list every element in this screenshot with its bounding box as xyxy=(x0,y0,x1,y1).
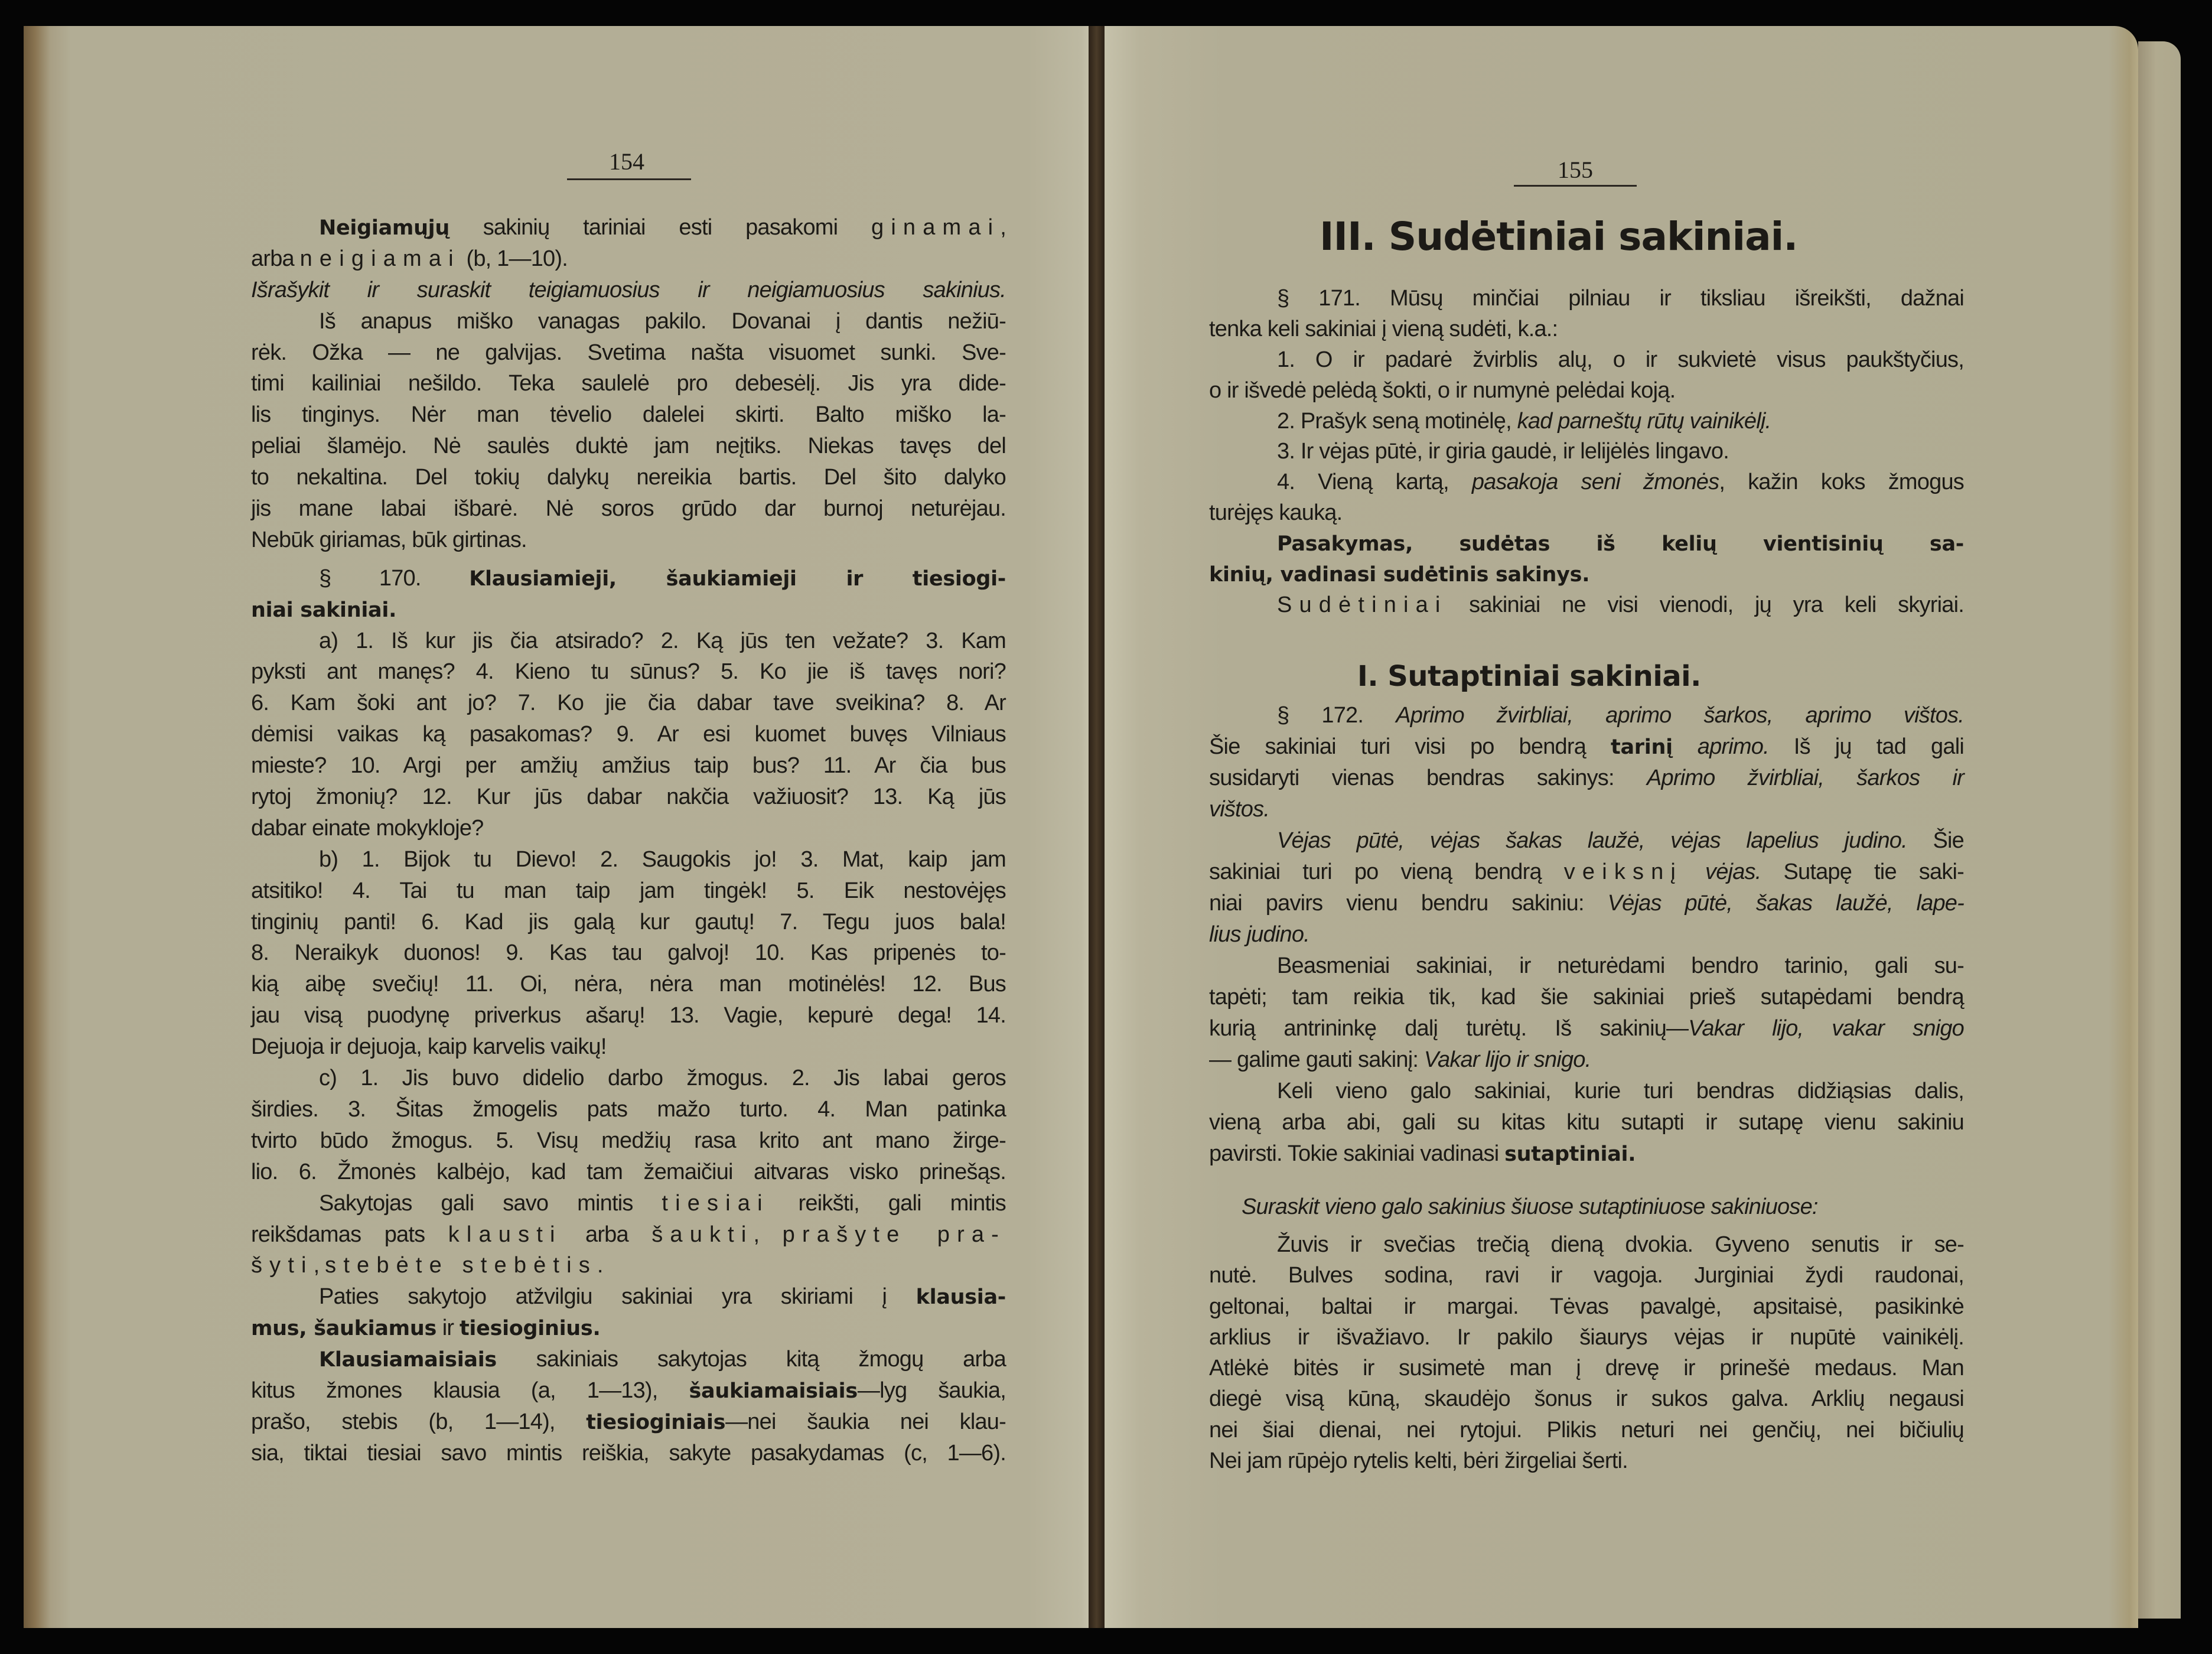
italic-text: kad parneštų rūtų vainikėlį. xyxy=(1517,408,1771,434)
text-line xyxy=(251,1157,1006,1188)
text-line xyxy=(251,1313,1006,1344)
spaced-emphasis: stebėte stebėtis. xyxy=(325,1253,611,1278)
text-line xyxy=(251,1031,1006,1063)
bold-term: tiesioginiais xyxy=(586,1410,726,1434)
text-run: pyksti ant manęs? 4. Kieno tu sūnus? 5. Ko jie iš tavęs nori? xyxy=(251,659,1006,685)
spaced-emphasis: Sudėtiniai xyxy=(1277,592,1448,617)
spaced-emphasis: veiksnį xyxy=(1563,859,1683,884)
chapter-title: III. Sudėtiniai sakiniai. xyxy=(1320,214,1798,259)
text-run: Nebūk giriamas, būk girtinas. xyxy=(251,527,527,552)
text-run: arba xyxy=(562,1222,652,1247)
page-edge-leaf xyxy=(2138,41,2181,1619)
text-run: rytoj žmonių? 12. Kur jūs dabar nakčia važiuosit? 13. Ką jūs xyxy=(251,784,1006,810)
text-line xyxy=(1209,731,1964,763)
text-line xyxy=(1209,467,1964,498)
text-run: sakinių tariniai esti pasakomi xyxy=(449,215,872,240)
text-line xyxy=(1209,1044,1964,1076)
text-line xyxy=(1209,763,1964,794)
text-run: širdies. 3. Šitas žmogelis pats mažo turto. 4. Man patinka xyxy=(251,1096,1006,1122)
text-run: dabar einate mokykloje? xyxy=(251,815,484,841)
text-line xyxy=(1209,950,1964,982)
text-line xyxy=(251,1094,1006,1125)
text-run: —nei šaukia nei klau- xyxy=(725,1409,1006,1434)
text-run: Keli vieno galo sakiniai, kurie turi bendras didžiąsias dalis, xyxy=(1277,1079,1964,1103)
text-line xyxy=(251,626,1006,657)
italic-text: Vakar lijo ir snigo. xyxy=(1423,1047,1591,1072)
text-run: sakiniai turi po vieną bendrą xyxy=(1209,859,1564,884)
text-run: c) 1. Jis buvo didelio darbo žmogus. 2. Jis labai geros xyxy=(319,1066,1006,1091)
text-run: 1. O ir padarė žvirblis alų, o ir sukvietė visus paukštyčius, xyxy=(1277,347,1964,372)
text-line xyxy=(251,525,1006,556)
text-run: sia, tiktai tiesiai savo mintis reiškia, sakyte pasakydamas (c, 1—6). xyxy=(251,1440,1006,1466)
bold-term: Klausiamaisiais xyxy=(319,1348,497,1372)
text-run xyxy=(1683,859,1705,884)
text-run: , xyxy=(753,1222,783,1247)
text-run: vieną arba abi, gali su kitas kitu sutapti ir sutapę vienu sakiniu xyxy=(1209,1110,1964,1135)
text-run: dėmisi vaikas ką pasakomas? 9. Ar esi kuomet buvęs Vilniaus xyxy=(251,722,1006,747)
text-line xyxy=(1209,437,1964,467)
bold-term: tiesioginius. xyxy=(460,1317,601,1341)
book-gutter xyxy=(1089,26,1105,1628)
text-run: 6. Kam šoki ant jo? 7. Ko jie čia dabar tave sveikina? 8. Ar xyxy=(251,691,1006,716)
italic-text: pasakoja seni žmonės xyxy=(1471,470,1719,495)
page-number-rule xyxy=(1514,185,1637,187)
spaced-emphasis: klausti xyxy=(448,1222,562,1247)
bold-term: klausia- xyxy=(916,1285,1006,1310)
italic-text: vištos. xyxy=(1209,797,1270,822)
text-run: Šie xyxy=(1907,828,1964,853)
text-run: pavirsti. Tokie sakiniai vadinasi xyxy=(1209,1141,1505,1166)
spaced-emphasis: tiesiai xyxy=(662,1190,770,1216)
italic-text: Vėjas pūtė, vėjas šakas laužė, vėjas lapelius judino. xyxy=(1277,828,1907,853)
text-run: nei šiai dienai, nei rytojui. Plikis neturi nei genčių, nei bičiulių xyxy=(1209,1417,1964,1443)
text-run: a) 1. Iš kur jis čia atsirado? 2. Ką jūs ten vežate? 3. Kam xyxy=(319,628,1006,653)
text-run xyxy=(1673,734,1698,759)
text-line xyxy=(251,212,1006,243)
text-line xyxy=(251,594,1006,626)
text-run: § 171. Mūsų minčiai pilniau ir tiksliau išreikšti, dažnai xyxy=(1277,286,1964,311)
text-line xyxy=(1209,857,1964,888)
text-line xyxy=(1209,1383,1964,1414)
text-line xyxy=(251,399,1006,431)
text-run: reikšti, gali mintis xyxy=(769,1190,1006,1216)
text-line xyxy=(1209,1013,1964,1044)
text-run: Žuvis ir svečias trečią dieną dvokia. Gyveno senutis ir se- xyxy=(1277,1232,1964,1257)
text-line xyxy=(1209,1138,1964,1170)
bold-term: kinių, vadinasi sudėtinis sakinys. xyxy=(1209,563,1590,587)
text-line xyxy=(1209,559,1964,590)
text-run: — galime gauti sakinį: xyxy=(1209,1047,1424,1072)
text-run: jis mane labai išbarė. Nė soros grūdo dar burnoj neturėjau. xyxy=(251,496,1006,522)
text-run: Sutapę tie saki- xyxy=(1761,859,1964,884)
text-line xyxy=(1209,406,1964,437)
right-page-text-section xyxy=(1209,700,1964,1170)
text-run: sakiniai ne visi vienodi, jų yra keli skyriai. xyxy=(1447,592,1964,617)
text-run: , xyxy=(313,1253,325,1278)
text-run: niai pavirs vienu bendru sakiniu: xyxy=(1209,891,1608,916)
italic-text: aprimo. xyxy=(1697,734,1769,759)
text-run: § 172. xyxy=(1277,703,1396,728)
text-run: b) 1. Bijok tu Dievo! 2. Saugokis jo! 3. Mat, kaip jam xyxy=(319,846,1006,872)
text-run: , kažin koks žmogus xyxy=(1719,470,1964,495)
text-run: turėjęs kauką. xyxy=(1209,500,1343,526)
text-run: nutė. Bulves sodina, ravi ir vagoja. Jurginiai žydi raudonai, xyxy=(1209,1263,1964,1288)
text-line xyxy=(251,969,1006,1000)
text-line xyxy=(251,1344,1006,1375)
text-line xyxy=(251,563,1006,594)
bold-term: Neigiamųjų xyxy=(319,216,449,240)
text-line xyxy=(1209,1445,1964,1476)
text-run: Dejuoja ir dejuoja, kaip karvelis vaikų! xyxy=(251,1034,607,1060)
spaced-emphasis: šaukti xyxy=(651,1222,754,1247)
text-line xyxy=(251,656,1006,688)
text-line xyxy=(251,1219,1006,1251)
text-run: lio. 6. Žmonės kalbėjo, kad tam žemaičiui aitvaras visko prinešąs. xyxy=(251,1159,1006,1184)
text-run: Beasmeniai sakiniai, ir neturėdami bendro tarinio, gali su- xyxy=(1277,953,1964,978)
text-line xyxy=(251,1281,1006,1313)
text-line xyxy=(251,782,1006,813)
text-run: tvirto būdo žmogus. 5. Visų medžių rasa krito ant mano žirge- xyxy=(251,1128,1006,1153)
text-line xyxy=(251,1406,1006,1438)
page-number-left: 154 xyxy=(609,148,644,175)
text-run: prašo, stebis (b, 1—14), xyxy=(251,1409,587,1434)
text-run: Iš jų tad gali xyxy=(1768,734,1965,759)
text-run: tinginių panti! 6. Kad jis galą kur gautų! 7. Tegu juos bala! xyxy=(251,909,1006,935)
text-run: kią aibę svečių! 11. Oi, nėra, nėra man motinėlės! 12. Bus xyxy=(251,972,1006,997)
exercise-text xyxy=(1209,1229,1964,1476)
text-line xyxy=(1209,1353,1964,1383)
text-run: 8. Neraikyk duonos! 9. Kas tau galvoj! 10. Kas pripenės to- xyxy=(251,940,1006,966)
spaced-emphasis: šyti xyxy=(251,1253,314,1278)
text-line xyxy=(251,1125,1006,1157)
bold-term: mus, šaukiamus xyxy=(251,1317,436,1341)
text-line xyxy=(251,1250,1006,1281)
text-run: geltonai, baltai ir margai. Tėvas pavalgė, apsitaisė, pasikinkė xyxy=(1209,1294,1964,1319)
text-run: tapėti; tam reikia tik, kad šie sakiniai prieš sutapėdami bendrą xyxy=(1209,985,1964,1010)
text-line xyxy=(1209,376,1964,406)
spaced-emphasis: neigiamai xyxy=(299,246,461,271)
text-line xyxy=(1209,1260,1964,1291)
text-line xyxy=(251,493,1006,525)
text-run: kitus žmones klausia (a, 1—13), xyxy=(251,1378,689,1403)
text-line xyxy=(251,243,1006,275)
spaced-emphasis: prašyte pra- xyxy=(782,1222,1006,1247)
bold-term: šaukiamaisiais xyxy=(689,1379,858,1403)
bold-term: Pasakymas, sudėtas iš kelių vientisinių sa- xyxy=(1277,532,1964,556)
bold-term: niai sakiniai. xyxy=(251,598,397,622)
text-run: Šie sakiniai turi visi po bendrą xyxy=(1209,734,1611,759)
text-line xyxy=(1209,1107,1964,1138)
text-line xyxy=(251,1000,1006,1031)
text-line xyxy=(251,937,1006,969)
bold-term: tarinį xyxy=(1611,735,1673,759)
text-run: Nei jam rūpėjo rytelis kelti, bėri žirgeliai šerti. xyxy=(1209,1448,1628,1474)
bold-term: Klausiamieji, šaukiamieji ir tiesiogi- xyxy=(469,566,1006,591)
text-run: 2. Prašyk seną motinėlę, xyxy=(1277,408,1517,434)
text-run: lis tinginys. Nėr man tėvelio dalelei skirti. Balto miško la- xyxy=(251,402,1006,428)
text-run: arba xyxy=(251,246,300,271)
italic-text: vėjas. xyxy=(1705,859,1761,884)
bold-term: sutaptiniai. xyxy=(1504,1142,1636,1166)
text-run: Paties sakytojo atžvilgiu sakiniai yra skiriami į xyxy=(319,1284,916,1310)
text-run: jau visą puodynę priverkus ašarų! 13. Vagie, kepurė dega! 14. xyxy=(251,1003,1006,1028)
text-line xyxy=(1209,314,1964,345)
text-line xyxy=(251,275,1006,306)
text-line xyxy=(251,368,1006,399)
italic-text: Suraskit vieno galo sakinius šiuose sutaptiniuose sakiniuose: xyxy=(1242,1194,1818,1219)
italic-text: lius judino. xyxy=(1209,922,1309,947)
text-run: —lyg šaukia, xyxy=(857,1378,1006,1403)
text-line xyxy=(1209,498,1964,529)
text-line xyxy=(1209,1191,1964,1222)
text-run: Iš anapus miško vanagas pakilo. Dovanai į dantis nežiū- xyxy=(319,308,1006,334)
text-run: diegė visą kūną, skaudėjo šonus ir sukos galva. Arklių negausi xyxy=(1209,1386,1964,1412)
text-line xyxy=(251,431,1006,462)
text-run: o ir išvedė pelėdą šokti, o ir numynė pelėdai koją. xyxy=(1209,377,1676,403)
italic-text: Vakar lijo, vakar snigo xyxy=(1688,1016,1965,1041)
text-run: arklius ir išvažiavo. Ir pakilo šiaurys vėjas ir nupūtė vainikėlį. xyxy=(1209,1324,1964,1350)
text-line xyxy=(251,750,1006,782)
text-line xyxy=(1209,1229,1964,1260)
text-line xyxy=(251,1188,1006,1219)
text-line xyxy=(251,813,1006,844)
text-run: (b, 1—10). xyxy=(460,246,568,271)
text-run: mieste? 10. Argi per amžių amžius taip bus? 11. Ar čia bus xyxy=(251,753,1006,779)
text-line xyxy=(251,1438,1006,1469)
spaced-emphasis: ginamai xyxy=(871,215,1001,240)
text-line xyxy=(1209,284,1964,314)
text-run: to nekaltina. Del tokių dalykų nereikia bartis. Del šito dalyko xyxy=(251,465,1006,490)
text-run: atsitiko! 4. Tai tu man taip jam tingėk! 5. Eik nestovėjęs xyxy=(251,878,1006,903)
text-run: ir xyxy=(436,1316,460,1341)
italic-text: Vėjas pūtė, šakas laužė, lape- xyxy=(1607,891,1964,916)
text-line xyxy=(1209,1291,1964,1322)
text-run: tenka keli sakiniai į vieną sudėti, k.a.: xyxy=(1209,316,1558,341)
left-page-text xyxy=(251,212,1006,1469)
text-line xyxy=(251,907,1006,938)
text-run: 4. Vieną kartą, xyxy=(1277,470,1472,495)
text-run: kurią antrininkę dalį turėtų. Iš sakinių— xyxy=(1209,1016,1689,1041)
text-line xyxy=(1209,1322,1964,1353)
text-line xyxy=(1209,529,1964,559)
page-number-rule xyxy=(567,178,691,180)
text-line xyxy=(251,875,1006,907)
text-line xyxy=(1209,700,1964,731)
text-run: reikšdamas pats xyxy=(251,1222,448,1247)
text-run: § 170. xyxy=(319,565,470,591)
text-line xyxy=(251,306,1006,337)
text-line xyxy=(251,337,1006,369)
page-number-right: 155 xyxy=(1558,157,1593,183)
text-run: Atlėkė bitės ir susimetė man į drevę ir prinešė medaus. Man xyxy=(1209,1356,1964,1381)
text-line xyxy=(1209,919,1964,950)
text-line xyxy=(1209,1415,1964,1445)
text-run: 3. Ir vėjas pūtė, ir giria gaudė, ir lelijėlės lingavo. xyxy=(1277,439,1729,464)
text-run: peliai šlamėjo. Nė saulės duktė jam neįtiks. Niekas tavęs del xyxy=(251,434,1006,459)
text-line xyxy=(1209,888,1964,919)
text-line xyxy=(1209,1076,1964,1107)
text-run: Sakytojas gali savo mintis xyxy=(319,1190,662,1216)
italic-text: Išrašykit ir suraskit teigiamuosius ir neigiamuosius sakinius. xyxy=(251,277,1006,302)
text-line xyxy=(251,1375,1006,1406)
text-line xyxy=(251,844,1006,875)
section-heading: I. Sutaptiniai sakiniai. xyxy=(1357,660,1701,693)
text-run: timi kailiniai nešildo. Teka saulelė pro debesėlį. Jis yra dide- xyxy=(251,371,1006,396)
text-line xyxy=(1209,590,1964,621)
text-line xyxy=(251,688,1006,719)
italic-text: Aprimo žvirbliai, šarkos ir xyxy=(1646,766,1964,790)
text-line xyxy=(1209,825,1964,857)
text-run: rėk. Ožka — ne galvijas. Svetima našta visuomet sunki. Sve- xyxy=(251,340,1006,365)
text-line xyxy=(1209,345,1964,376)
text-run: sakiniais sakytojas kitą žmogų arba xyxy=(496,1347,1006,1372)
text-line xyxy=(251,1063,1006,1094)
italic-text: Aprimo žvirbliai, aprimo šarkos, aprimo vištos. xyxy=(1396,703,1965,728)
text-run: susidaryti vienas bendras sakinys: xyxy=(1209,766,1647,790)
text-run: , xyxy=(1000,215,1006,240)
text-line xyxy=(1209,794,1964,825)
right-page-text-intro xyxy=(1209,284,1964,621)
text-line xyxy=(1209,982,1964,1013)
text-line xyxy=(251,462,1006,493)
text-line xyxy=(251,719,1006,750)
exercise-instruction xyxy=(1209,1191,1964,1222)
